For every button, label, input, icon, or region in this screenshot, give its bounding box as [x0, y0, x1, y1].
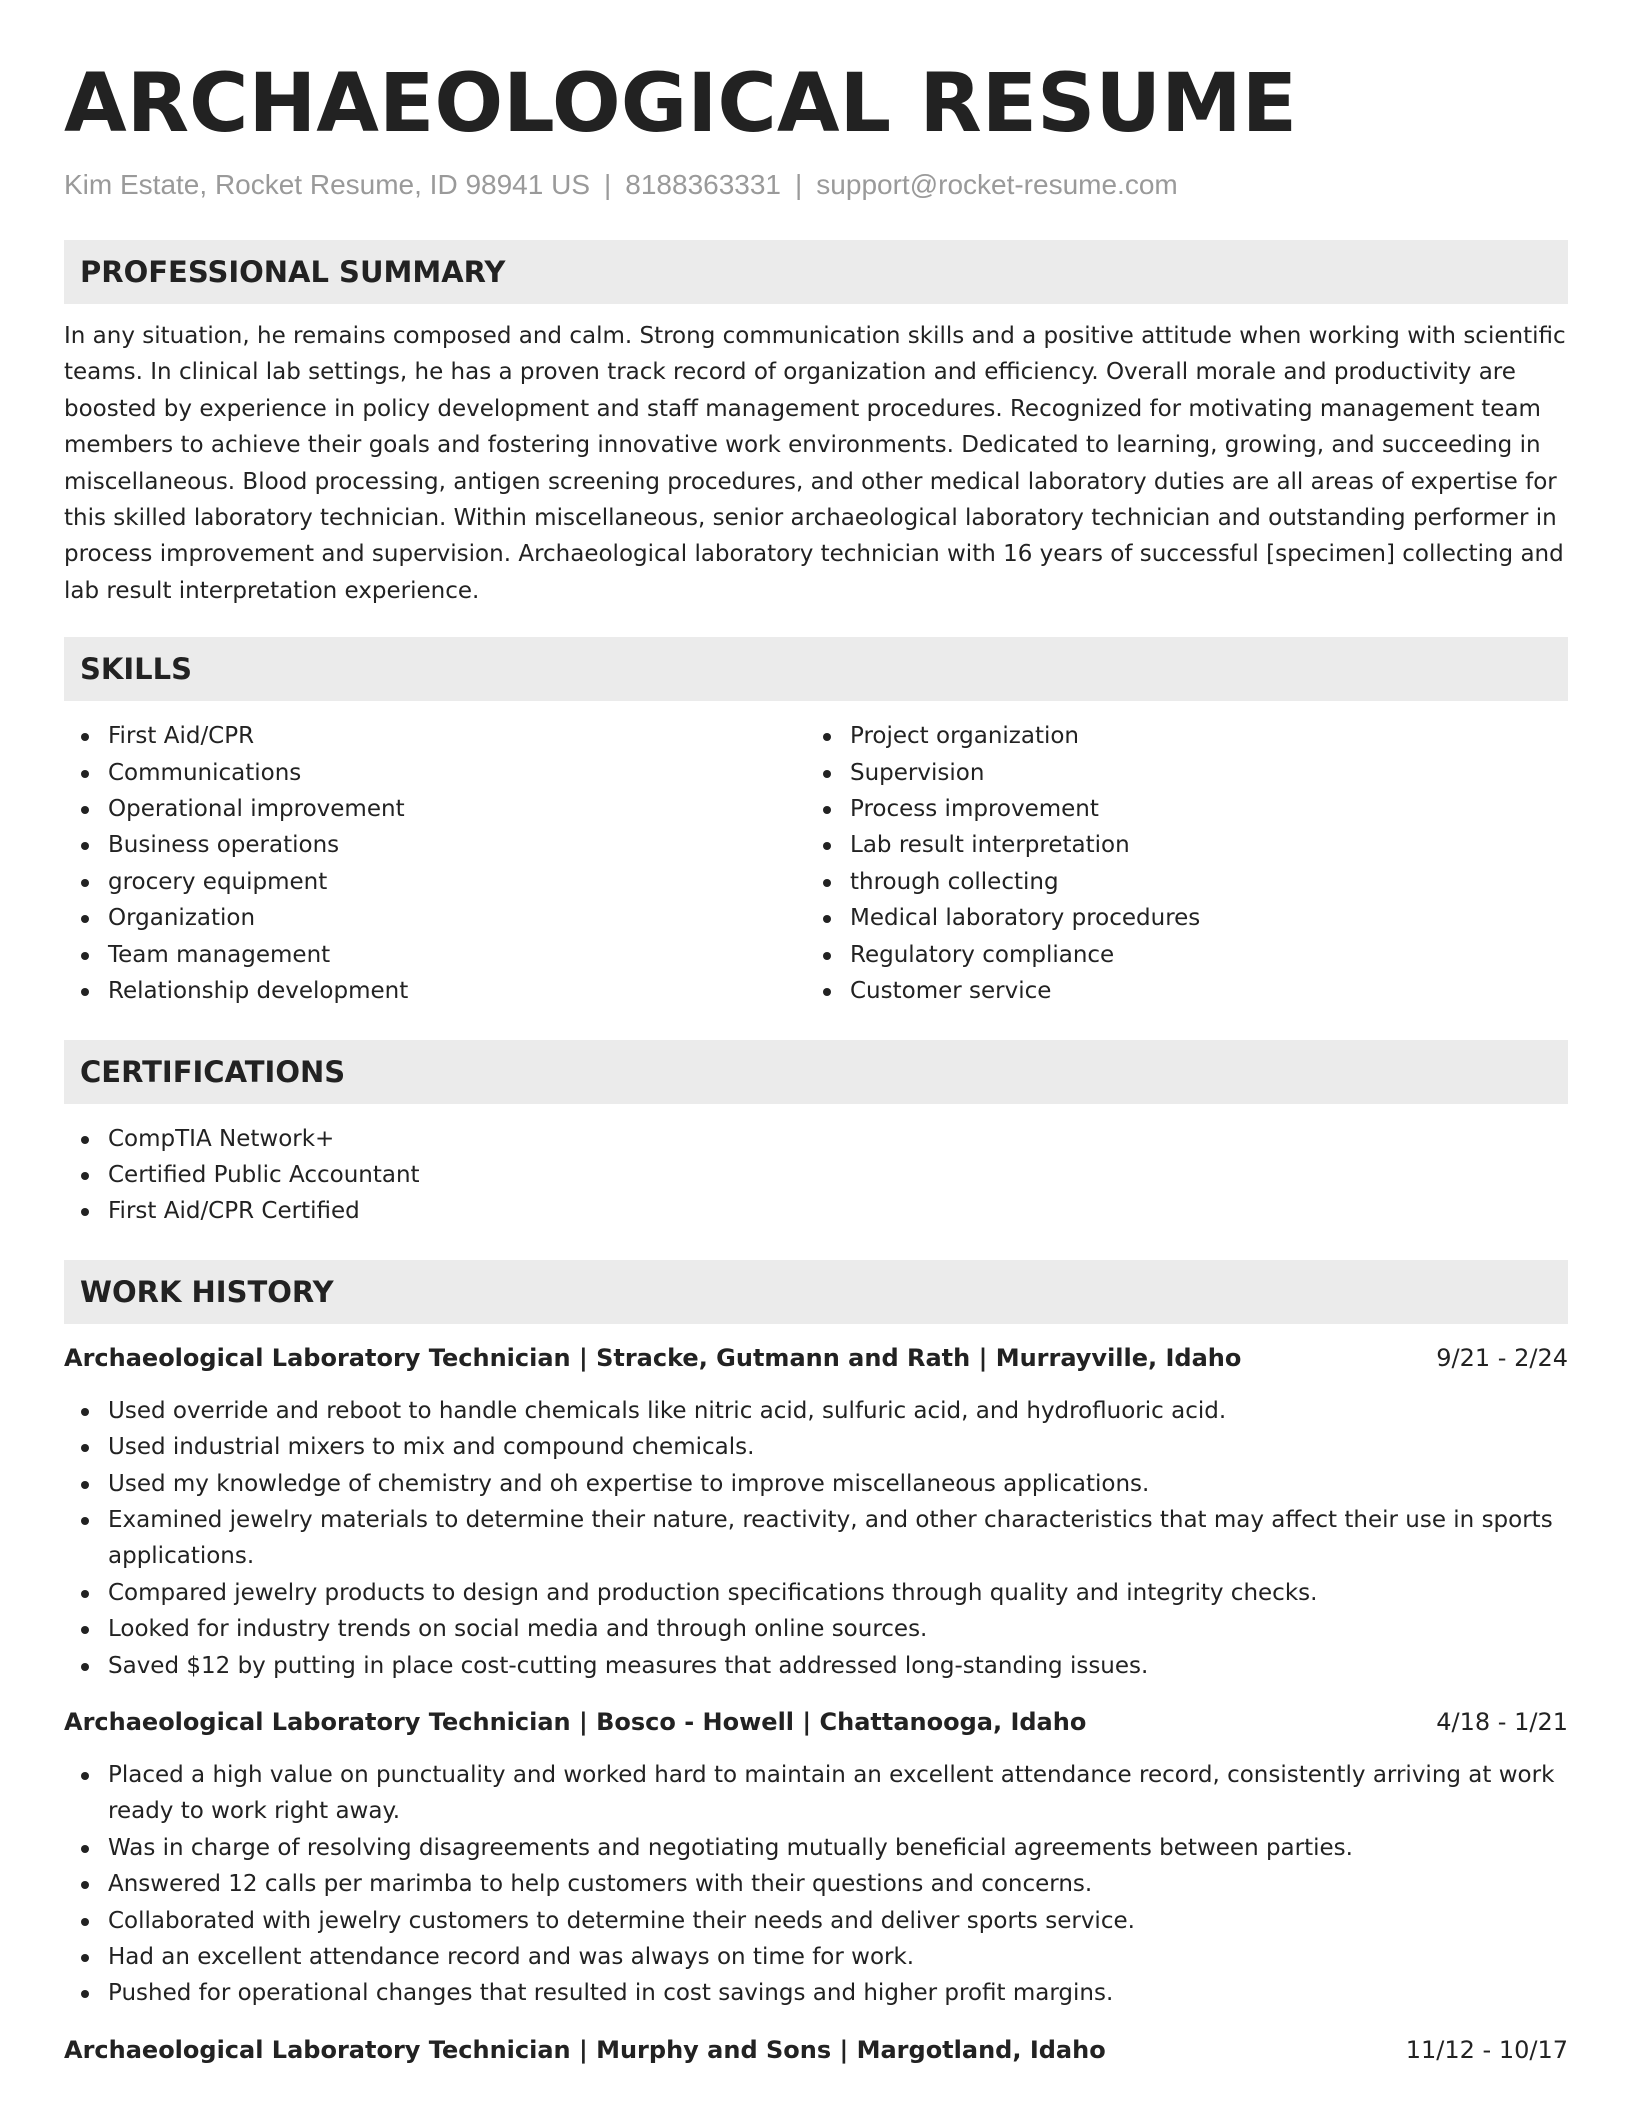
job-duty: Collaborated with jewelry customers to determine their needs and deliver sports service.	[64, 1903, 1568, 1939]
skill-item: Communications	[64, 755, 806, 791]
skill-item: Relationship development	[64, 973, 806, 1009]
contact-line	[64, 168, 1568, 202]
job-duty: Pushed for operational changes that resulted in cost savings and higher profit margins.	[64, 1975, 1568, 2011]
skill-item: Operational improvement	[64, 791, 806, 827]
job-header	[64, 1704, 1568, 1740]
job-duty: Placed a high value on punctuality and worked hard to maintain an excellent attendance record, consistently arriving at work ready to work right away.	[64, 1757, 1568, 1830]
work-history-heading: WORK HISTORY	[64, 1260, 1568, 1324]
resume-title: ARCHAEOLOGICAL RESUME	[64, 57, 1298, 151]
contact-phone: 8188363331	[625, 169, 782, 200]
contact-separator: |	[604, 169, 612, 200]
skill-item: Customer service	[806, 973, 1548, 1009]
certifications-heading: CERTIFICATIONS	[64, 1040, 1568, 1104]
skills-grid	[64, 718, 1568, 1009]
job-dates: 11/12 - 10/17	[1405, 2035, 1568, 2064]
job-duties-list	[64, 1393, 1568, 1684]
job-title: Archaeological Laboratory Technician | Murphy and Sons | Margotland, Idaho	[64, 2035, 1106, 2064]
job-duty: Saved $12 by putting in place cost-cutting measures that addressed long-standing issues.	[64, 1648, 1568, 1684]
certification-item: First Aid/CPR Certified	[64, 1193, 1568, 1229]
job-duty: Used override and reboot to handle chemicals like nitric acid, sulfuric acid, and hydrofluoric acid.	[64, 1393, 1568, 1429]
skill-item: Team management	[64, 937, 806, 973]
skill-item: Project organization	[806, 718, 1548, 754]
job-title: Archaeological Laboratory Technician | Stracke, Gutmann and Rath | Murrayville, Idaho	[64, 1343, 1242, 1372]
job-dates: 4/18 - 1/21	[1436, 1707, 1568, 1736]
summary-heading: PROFESSIONAL SUMMARY	[64, 240, 1568, 304]
job-duties-list	[64, 1757, 1568, 2012]
skill-item: Medical laboratory procedures	[806, 900, 1548, 936]
job-duty: Examined jewelry materials to determine their nature, reactivity, and other characteristics that may affect their use in sports applications.	[64, 1502, 1568, 1575]
job-header	[64, 2032, 1568, 2068]
skill-item: through collecting	[806, 864, 1548, 900]
job-entry	[64, 1340, 1568, 1684]
skill-item: Organization	[64, 900, 806, 936]
job-entry	[64, 2032, 1568, 2068]
certification-item: Certified Public Accountant	[64, 1157, 1568, 1193]
job-duty: Compared jewelry products to design and production specifications through quality and integrity checks.	[64, 1575, 1568, 1611]
skills-right-column	[806, 718, 1548, 1009]
job-entry	[64, 1704, 1568, 2012]
job-header	[64, 1340, 1568, 1376]
job-duty: Used my knowledge of chemistry and oh expertise to improve miscellaneous applications.	[64, 1466, 1568, 1502]
contact-separator: |	[795, 169, 803, 200]
skill-item: Lab result interpretation	[806, 827, 1548, 863]
job-duty: Used industrial mixers to mix and compound chemicals.	[64, 1429, 1568, 1465]
job-duty: Answered 12 calls per marimba to help customers with their questions and concerns.	[64, 1866, 1568, 1902]
skill-item: Business operations	[64, 827, 806, 863]
skill-item: Process improvement	[806, 791, 1548, 827]
skills-heading: SKILLS	[64, 637, 1568, 701]
skill-item: First Aid/CPR	[64, 718, 806, 754]
skill-item: Regulatory compliance	[806, 937, 1548, 973]
certifications-list	[64, 1121, 1568, 1230]
job-dates: 9/21 - 2/24	[1436, 1343, 1568, 1372]
certification-item: CompTIA Network+	[64, 1121, 1568, 1157]
summary-text: In any situation, he remains composed and calm. Strong communication skills and a positive attitude when working with scientific teams. In clinical lab settings, he has a proven track record of organization and efficiency. Overall morale and productivity are boosted by experience in policy development and staff management procedures. Recognized for motivating management team members to achieve their goals and fostering innovative work environments. Dedicated to learning, growing, and succeeding in miscellaneous. Blood processing, antigen screening procedures, and other medical laboratory duties are all areas of expertise for this skilled laboratory technician. Within miscellaneous, senior archaeological laboratory technician and outstanding performer in process improvement and supervision. Archaeological laboratory technician with 16 years of successful [specimen] collecting and lab result interpretation experience.	[64, 323, 1566, 604]
contact-address: Kim Estate, Rocket Resume, ID 98941 US	[64, 169, 590, 200]
skill-item: Supervision	[806, 755, 1548, 791]
contact-email: support@rocket-resume.com	[816, 169, 1178, 200]
skill-item: grocery equipment	[64, 864, 806, 900]
job-duty: Had an excellent attendance record and was always on time for work.	[64, 1939, 1568, 1975]
skills-left-column	[64, 718, 806, 1009]
job-duty: Looked for industry trends on social media and through online sources.	[64, 1611, 1568, 1647]
job-title: Archaeological Laboratory Technician | Bosco - Howell | Chattanooga, Idaho	[64, 1707, 1087, 1736]
job-duty: Was in charge of resolving disagreements and negotiating mutually beneficial agreements between parties.	[64, 1830, 1568, 1866]
